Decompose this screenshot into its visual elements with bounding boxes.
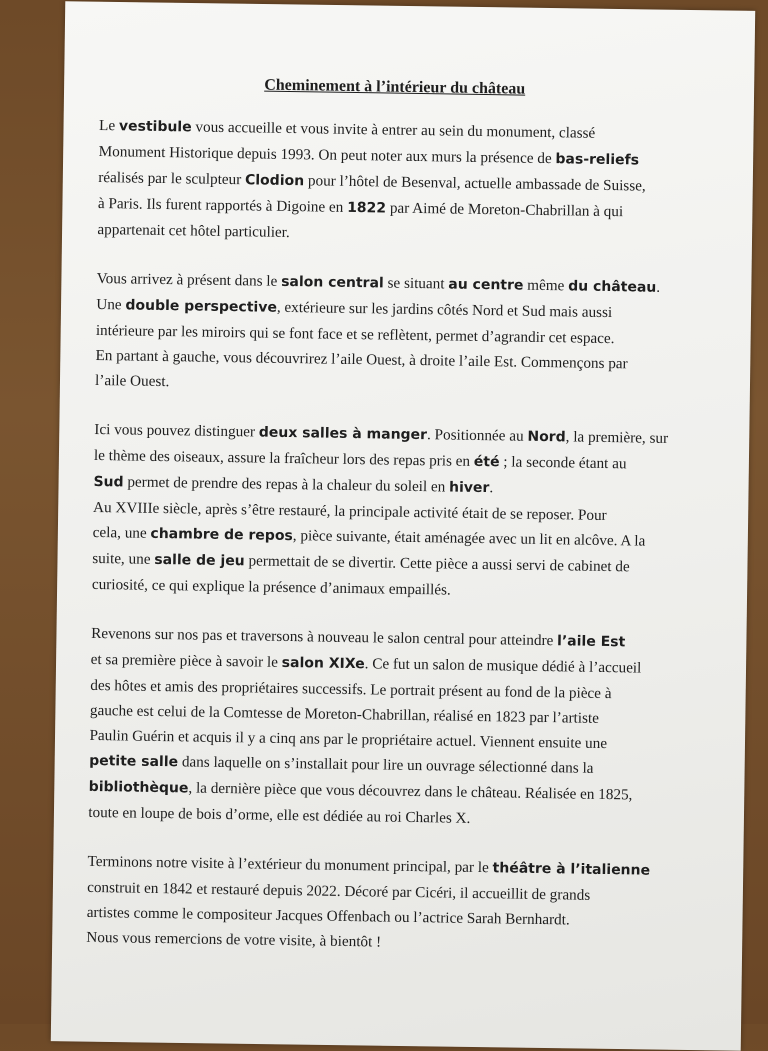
document-title: Cheminement à l’intérieur du château <box>264 76 526 98</box>
text-segment: Revenons sur nos pas et traversons à nouveau le salon central pour atteindre <box>91 624 558 650</box>
text-segment: même <box>523 276 569 295</box>
text-segment: permettait de se divertir. Cette pièce a aussi servi de cabinet de <box>244 552 630 576</box>
paragraph <box>97 113 689 251</box>
text-segment: des hôtes et amis des propriétaires successifs. Le portrait présent au fond de la pièce à <box>90 676 612 703</box>
bold-text: vestibule <box>118 118 192 136</box>
bold-text: Clodion <box>244 172 305 190</box>
bold-text: salon central <box>281 273 384 292</box>
text-segment: . <box>489 479 494 497</box>
text-segment: artistes comme le compositeur Jacques Offenbach ou l’actrice Sarah Bernhardt. <box>86 903 570 929</box>
paragraph <box>95 266 687 402</box>
text-segment: . Positionnée au <box>426 426 528 445</box>
text-segment: appartenait cet hôtel particulier. <box>97 220 290 241</box>
bold-text: été <box>473 453 500 471</box>
bold-text: théâtre à l’italienne <box>492 860 651 879</box>
bold-text: chambre de repos <box>150 525 293 545</box>
bold-text: Nord <box>527 428 566 446</box>
bold-text: au centre <box>448 276 524 294</box>
text-segment: et sa première pièce à savoir le <box>90 650 282 671</box>
bold-text: salon XIXe <box>281 654 365 673</box>
text-segment: réalisés par le sculpteur <box>98 168 246 189</box>
text-segment: , la dernière pièce que vous découvrez dans le château. Réalisée en 1825, <box>188 779 633 804</box>
text-segment: , la première, sur <box>565 428 669 447</box>
text-segment: permet de prendre des repas à la chaleur du soleil en <box>123 473 450 496</box>
text-segment: se situant <box>383 274 449 293</box>
bold-text: bas-reliefs <box>555 151 640 169</box>
paragraph <box>86 849 678 959</box>
text-segment: Ici vous pouvez distinguer <box>94 420 259 441</box>
text-segment: à Paris. Ils furent rapportés à Digoine en <box>97 194 348 216</box>
text-segment: curiosité, ce qui explique la présence d’animaux empaillés. <box>91 575 451 599</box>
text-segment: le thème des oiseaux, assure la fraîcheur lors des repas pris en <box>93 446 475 470</box>
text-segment: pour l’hôtel de Besenval, actuelle ambassade de Suisse, <box>304 172 646 195</box>
text-segment: Vous arrivez à présent dans le <box>96 269 282 290</box>
text-segment: . Ce fut un salon de musique dédié à l’accueil <box>364 655 642 677</box>
text-segment: ; la seconde étant au <box>499 453 627 473</box>
bold-text: salle de jeu <box>154 551 245 570</box>
bold-text: bibliothèque <box>88 778 189 797</box>
text-segment: vous accueille et vous invite à entrer au sein du monument, classé <box>191 118 596 142</box>
bold-text: l’aile Est <box>556 633 626 651</box>
text-segment: intérieure par les miroirs qui se font face et se reflètent, permet d’agrandir cet espace. <box>95 321 615 348</box>
paragraph <box>92 495 684 606</box>
text-segment: Paulin Guérin et acquis il y a cinq ans par le propriétaire actuel. Viennent ensuite une <box>89 726 608 753</box>
text-segment: l’aile Ouest. <box>94 371 170 391</box>
text-segment: Une <box>96 295 126 314</box>
bold-text: 1822 <box>347 199 387 217</box>
bold-text: deux salles à manger <box>258 424 428 444</box>
paragraph <box>93 417 684 504</box>
text-segment: Nous vous remercions de votre visite, à bientôt ! <box>86 928 382 951</box>
text-segment: . <box>656 278 661 296</box>
text-segment: toute en loupe de bois d’orme, elle est dédiée au roi Charles X. <box>88 803 471 827</box>
document-body <box>86 113 689 959</box>
text-segment: Monument Historique depuis 1993. On peut noter aux murs la présence de <box>98 142 556 168</box>
text-segment: cela, une <box>92 523 151 542</box>
text-segment: suite, une <box>92 549 155 568</box>
text-segment: , pièce suivante, était aménagée avec un lit en alcôve. A la <box>292 527 646 550</box>
text-segment: construit en 1842 et restauré depuis 2022. Décoré par Cicéri, il accueillit de grands <box>87 878 591 904</box>
text-segment: Au XVIIIe siècle, après s’être restauré, la principale activité était de se reposer. Pour <box>92 498 607 525</box>
paragraph <box>88 621 681 834</box>
text-segment: dans laquelle on s’installait pour lire un ouvrage sélectionné dans la <box>177 753 594 777</box>
text-segment: , extérieure sur les jardins côtés Nord et Sud mais aussi <box>276 298 613 322</box>
bold-text: Sud <box>93 473 124 491</box>
bold-text: du château <box>568 278 657 296</box>
text-segment: Terminons notre visite à l’extérieur du monument principal, par le <box>87 852 493 877</box>
text-segment: Le <box>98 116 120 135</box>
text-segment: par Aimé de Moreton-Chabrillan à qui <box>385 199 624 221</box>
bold-text: petite salle <box>89 752 179 771</box>
document <box>86 70 690 959</box>
text-segment: En partant à gauche, vous découvrirez l’aile Ouest, à droite l’aile Est. Commençons par <box>95 346 628 373</box>
bold-text: double perspective <box>125 297 278 316</box>
bold-text: hiver <box>448 479 490 497</box>
text-segment: gauche est celui de la Comtesse de Moreton-Chabrillan, réalisé en 1823 par l’artiste <box>89 701 600 727</box>
